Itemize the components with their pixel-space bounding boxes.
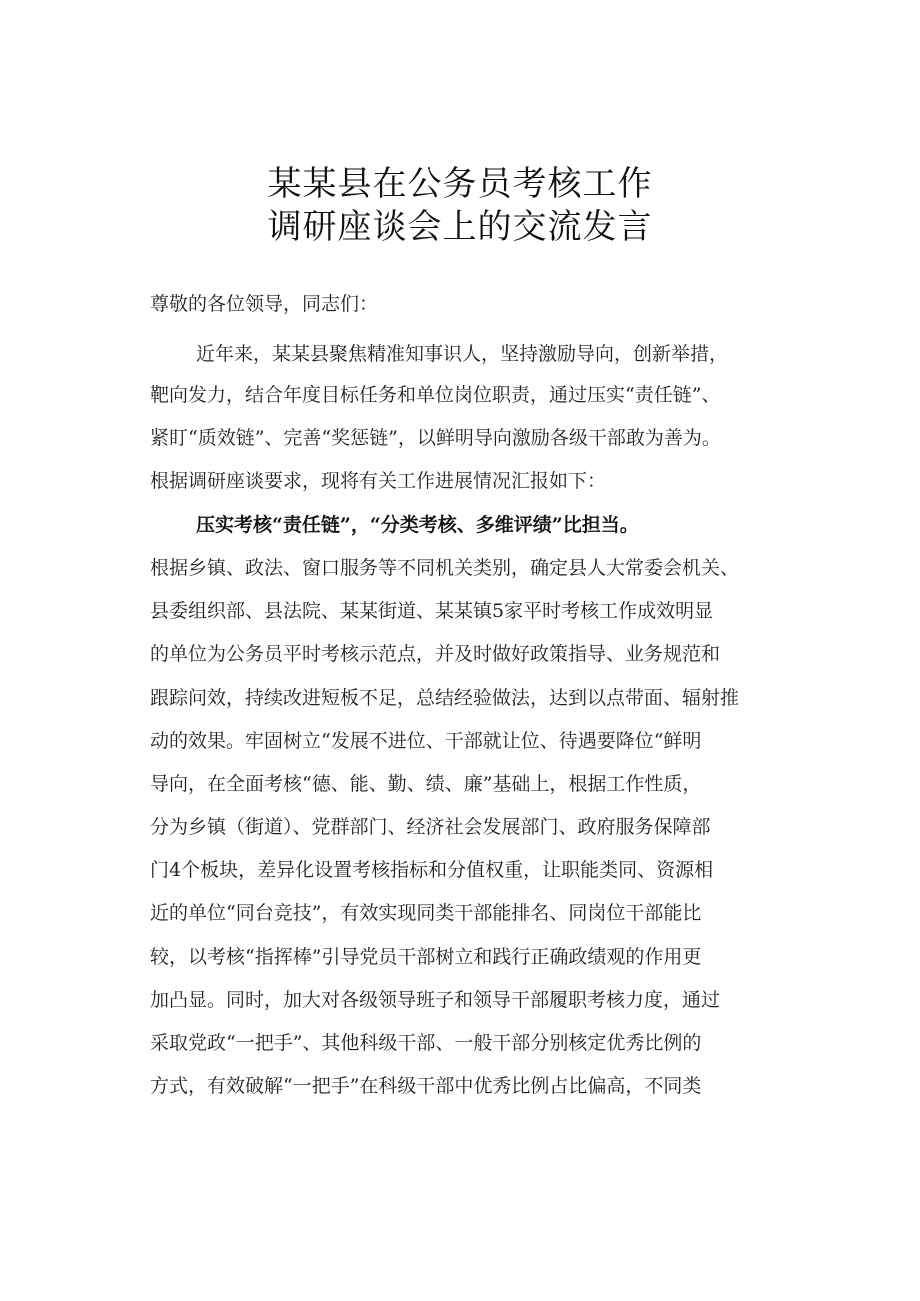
intro-line: 近年来，某某县聚焦精准知事识人，坚持激励导向，创新举措， — [196, 343, 729, 365]
intro-line: 紧盯“质效链”、完善“奖惩链”，以鲜明导向激励各级干部敢为善为。 — [150, 427, 721, 449]
document-title-line-1: 某某县在公务员考核工作 — [267, 164, 653, 204]
intro-line: 根据调研座谈要求，现将有关工作进展情况汇报如下： — [150, 470, 607, 492]
body-line: 加凸显。同时，加大对各级领导班子和领导干部履职考核力度，通过 — [150, 989, 721, 1011]
section-heading: 压实考核“责任链”，“分类考核、多维评绩”比担当。 — [196, 514, 639, 536]
body-line: 较，以考核“指挥棒”引导党员干部树立和践行正确政绩观的作用更 — [150, 946, 702, 968]
body-line: 近的单位“同台竞技”，有效实现同类干部能排名、同岗位干部能比 — [150, 902, 702, 924]
body-line: 采取党政“一把手”、其他科级干部、一般干部分别核定优秀比例的 — [150, 1032, 702, 1054]
body-line: 跟踪问效，持续改进短板不足，总结经验做法，达到以点带面、辐射推 — [150, 687, 740, 709]
body-line: 方式，有效破解“一把手”在科级干部中优秀比例占比偏高，不同类 — [150, 1075, 702, 1097]
body-line: 县委组织部、县法院、某某街道、某某镇5家平时考核工作成效明显 — [150, 600, 714, 622]
body-line: 分为乡镇（街道）、党群部门、经济社会发展部门、政府服务保障部 — [150, 816, 711, 838]
body-line: 的单位为公务员平时考核示范点，并及时做好政策指导、业务规范和 — [150, 643, 721, 665]
body-line: 根据乡镇、政法、窗口服务等不同机关类别，确定县人大常委会机关、 — [150, 557, 740, 579]
intro-line: 靶向发力，结合年度目标任务和单位岗位职责，通过压实“责任链”、 — [150, 384, 721, 406]
body-line: 动的效果。牢固树立“发展不进位、干部就让位、待遇要降位“鲜明 — [150, 730, 702, 752]
salutation: 尊敬的各位领导，同志们： — [150, 293, 379, 315]
body-line: 门4个板块，差异化设置考核指标和分值权重，让职能类同、资源相 — [150, 859, 714, 881]
document-title-line-2: 调研座谈会上的交流发言 — [267, 207, 653, 247]
body-line: 导向，在全面考核“德、能、勤、绩、廉”基础上，根据工作性质， — [150, 773, 702, 795]
